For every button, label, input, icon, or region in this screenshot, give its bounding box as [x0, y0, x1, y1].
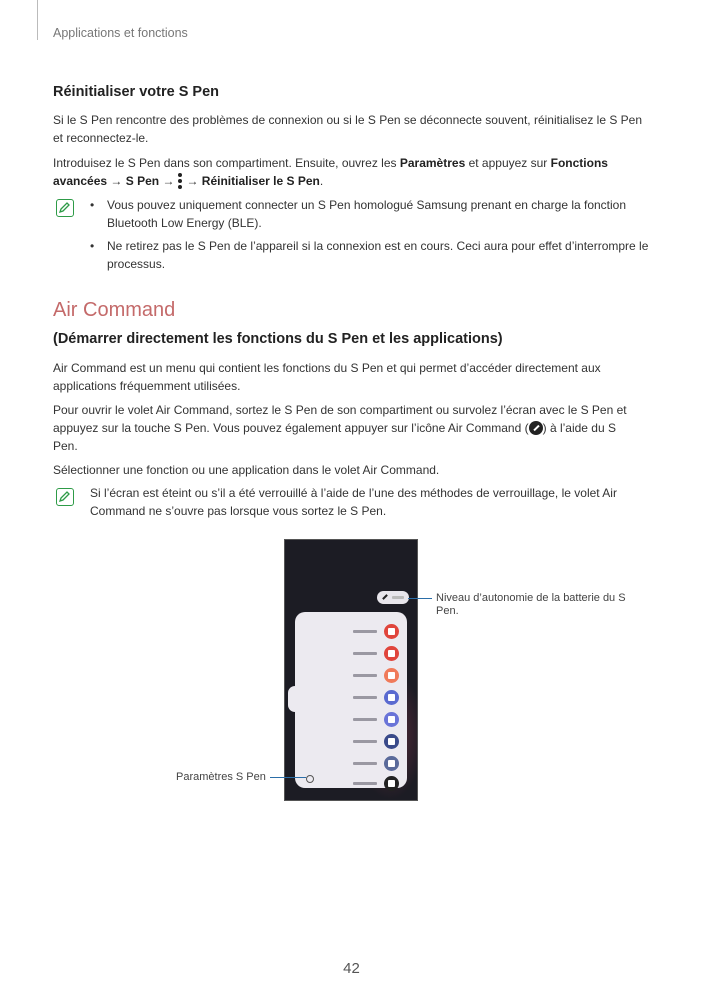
air-command-paragraph-2: Pour ouvrir le volet Air Command, sortez le S Pen de son compartiment ou survolez l’écran avec le S Pen et appuyez sur la touche S Pen. Vous pouvez également appuyer sur l’icône Air Command ( ) à l’aide du S Pen. — [53, 403, 627, 453]
callout-line-settings — [270, 777, 306, 778]
air-command-title: Air Command — [53, 299, 176, 321]
note-icon-2 — [56, 488, 74, 506]
settings-link: Paramètres — [399, 156, 466, 170]
note-bullet-2: • Ne retirez pas le S Pen de l’appareil si la connexion est en cours. Ceci aura pour effet d’interrompre le processus. — [90, 239, 649, 271]
screen-write-icon — [384, 690, 399, 705]
air-command-icon — [529, 421, 543, 435]
reset-title: Réinitialiser votre S Pen — [53, 84, 220, 100]
callout-line-battery — [408, 598, 432, 599]
phone-screenshot — [284, 539, 418, 801]
note-bullet-1: • Vous pouvez uniquement connecter un S Pen homologué Samsung prenant en charge la fonction Bluetooth Low Energy (BLE). — [90, 198, 627, 230]
battery-level-pill — [377, 591, 409, 604]
live-message-icon — [384, 712, 399, 727]
menu-item — [295, 734, 407, 750]
menu-item — [295, 690, 407, 706]
menu-item — [295, 712, 407, 728]
view-notes-icon — [384, 646, 399, 661]
air-command-subtitle: (Démarrer directement les fonctions du S Pen et les applications) — [53, 331, 503, 347]
menu-item — [295, 646, 407, 662]
advanced-features-link: Fonctions avancées — [53, 156, 608, 188]
air-command-paragraph-3: Sélectionner une fonction ou une application dans le volet Air Command. — [53, 463, 440, 477]
add-icon — [384, 776, 399, 791]
menu-item — [295, 668, 407, 684]
translate-icon — [384, 756, 399, 771]
air-command-note: Si l’écran est éteint ou s’il a été verrouillé à l’aide de l’une des méthodes de verrouillage, le volet Air Command ne s’ouvre pas lorsque vous sortez le S Pen. — [90, 486, 617, 518]
note-icon — [56, 199, 74, 217]
menu-item — [295, 756, 407, 772]
reset-paragraph-1: Si le S Pen rencontre des problèmes de connexion ou si le S Pen se déconnecte souvent, réinitialisez le S Pen et reconnectez-le. — [53, 113, 643, 145]
reset-spen-link: Réinitialiser le S Pen — [201, 174, 320, 188]
more-options-icon — [177, 173, 183, 189]
reset-paragraph-2: Introduisez le S Pen dans son compartiment. Ensuite, ouvrez les Paramètres et appuyez sur Fonctions avancées → S Pen → → Réinitialiser le S Pen. — [53, 156, 608, 188]
running-header: Applications et fonctions — [53, 26, 188, 40]
air-command-panel — [295, 612, 407, 788]
menu-item — [295, 624, 407, 640]
page-number: 42 — [343, 960, 360, 977]
callout-settings-label: Paramètres S Pen — [176, 771, 266, 783]
gear-icon — [306, 775, 314, 783]
ar-doodle-icon — [384, 734, 399, 749]
smart-select-icon — [384, 668, 399, 683]
create-note-icon — [384, 624, 399, 639]
callout-battery-label: Niveau d’autonomie de la batterie du S Pen. — [436, 592, 626, 617]
header-rule — [37, 0, 38, 40]
spen-link: S Pen — [125, 174, 160, 188]
air-command-paragraph-1: Air Command est un menu qui contient les fonctions du S Pen et qui permet d’accéder directement aux applications fréquemment utilisées. — [53, 361, 601, 393]
